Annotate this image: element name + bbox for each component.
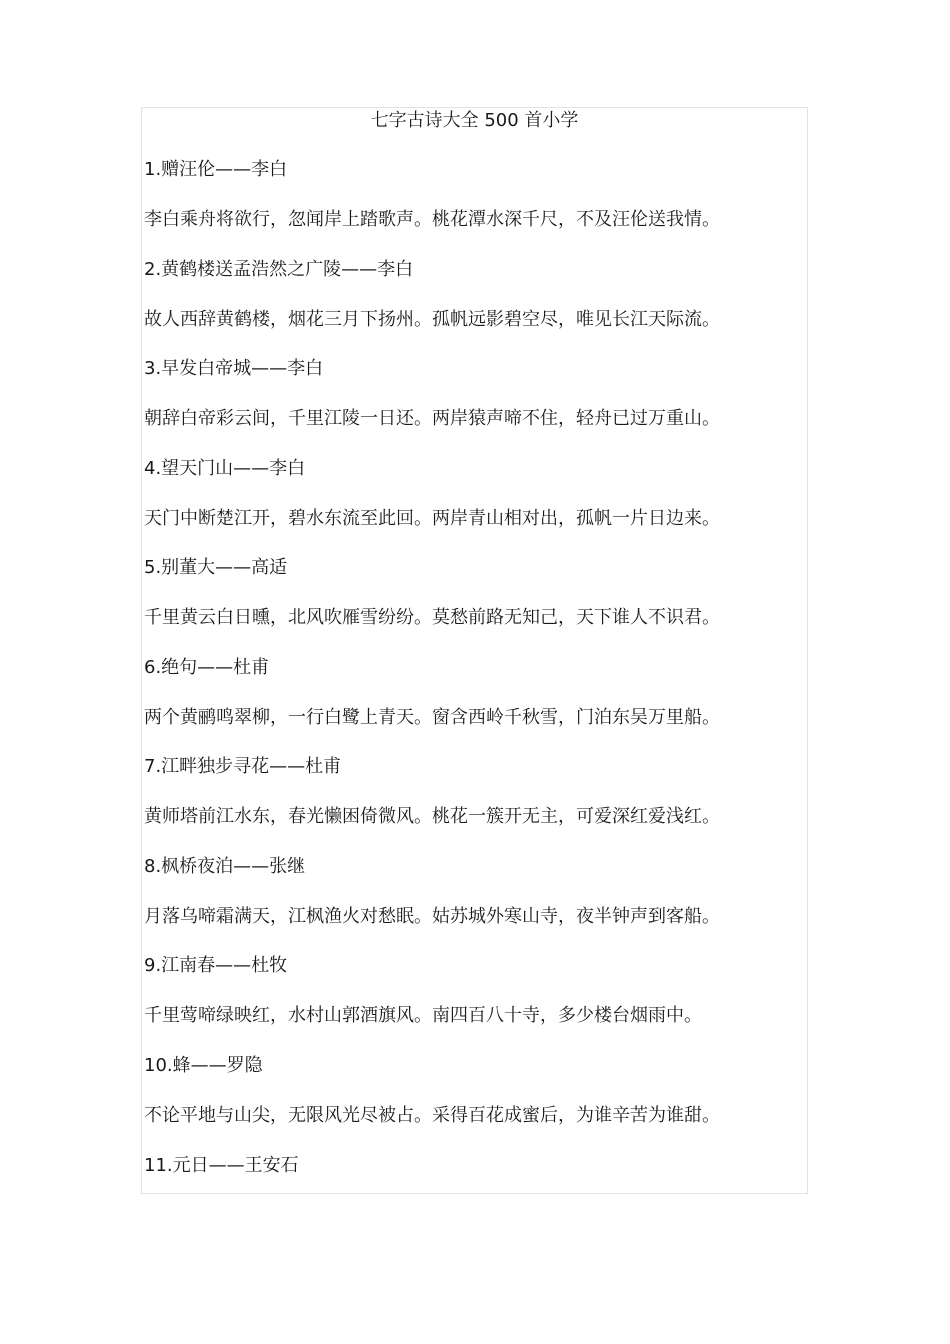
poem-text: 天门中断楚江开，碧水东流至此回。两岸青山相对出，孤帆一片日边来。: [144, 508, 720, 529]
poem-heading: 2.黄鹤楼送孟浩然之广陵——李白: [144, 259, 414, 280]
poem-heading: 4.望天门山——李白: [144, 458, 306, 479]
poem-text: 月落乌啼霜满天，江枫渔火对愁眠。姑苏城外寒山寺，夜半钟声到客船。: [144, 906, 720, 927]
poem-text: 故人西辞黄鹤楼，烟花三月下扬州。孤帆远影碧空尽，唯见长江天际流。: [144, 309, 720, 330]
poem-heading: 6.绝句——杜甫: [144, 657, 270, 678]
poem-heading: 3.早发白帝城——李白: [144, 358, 324, 379]
poem-heading: 7.江畔独步寻花——杜甫: [144, 756, 342, 777]
document-title: 七字古诗大全 500 首小学: [370, 110, 579, 131]
poem-heading: 9.江南春——杜牧: [144, 955, 288, 976]
poem-heading: 5.别董大——高适: [144, 557, 288, 578]
poem-text: 千里黄云白日曛，北风吹雁雪纷纷。莫愁前路无知己，天下谁人不识君。: [144, 607, 720, 628]
poem-text: 朝辞白帝彩云间，千里江陵一日还。两岸猿声啼不住，轻舟已过万重山。: [144, 408, 720, 429]
poem-text: 黄师塔前江水东，春光懒困倚微风。桃花一簇开无主，可爱深红爱浅红。: [144, 806, 720, 827]
poem-text: 千里莺啼绿映红，水村山郭酒旗风。南四百八十寺，多少楼台烟雨中。: [144, 1005, 702, 1026]
poem-text: 不论平地与山尖，无限风光尽被占。采得百花成蜜后，为谁辛苦为谁甜。: [144, 1105, 720, 1126]
poem-heading: 10.蜂——罗隐: [144, 1055, 263, 1076]
poem-text: 李白乘舟将欲行，忽闻岸上踏歌声。桃花潭水深千尺，不及汪伦送我情。: [144, 209, 720, 230]
poem-text: 两个黄鹂鸣翠柳，一行白鹭上青天。窗含西岭千秋雪，门泊东吴万里船。: [144, 707, 720, 728]
poem-heading: 8.枫桥夜泊——张继: [144, 856, 306, 877]
poem-heading: 1.赠汪伦——李白: [144, 159, 288, 180]
poem-heading: 11.元日——王安石: [144, 1155, 299, 1176]
